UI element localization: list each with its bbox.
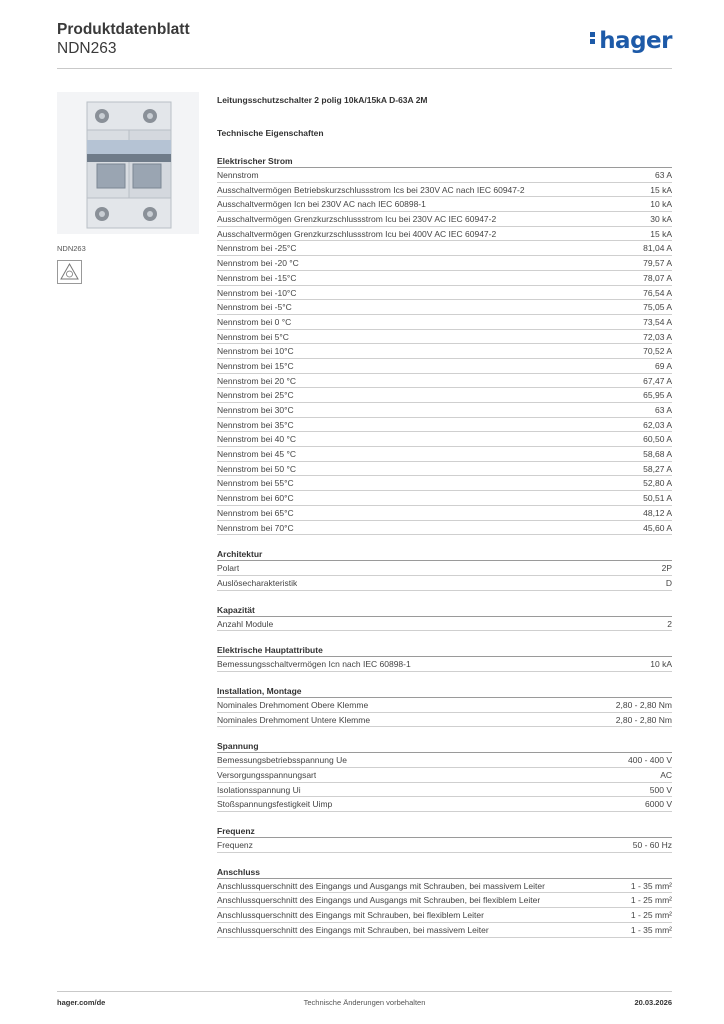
property-value: 50,51 A (643, 493, 672, 504)
section-title: Installation, Montage (217, 684, 672, 698)
property-value: 30 kA (650, 214, 672, 225)
logo-text: hager (599, 28, 672, 54)
property-label: Nennstrom bei 65°C (217, 507, 294, 518)
property-label: Ausschaltvermögen Icn bei 230V AC nach IEC 60898-1 (217, 199, 426, 210)
property-label: Versorgungsspannungsart (217, 770, 317, 780)
property-label: Nennstrom bei 20 °C (217, 375, 296, 386)
property-row (217, 506, 672, 521)
property-section (217, 865, 672, 938)
section-title: Anschluss (217, 865, 672, 879)
property-value: 78,07 A (643, 272, 672, 283)
technical-properties-title: Technische Eigenschaften (217, 128, 324, 138)
property-section (217, 547, 672, 590)
property-row (217, 561, 672, 576)
property-row (217, 344, 672, 359)
property-label: Polart (217, 563, 240, 574)
property-label: Nominales Drehmoment Obere Klemme (217, 699, 369, 710)
property-value: 52,80 A (643, 478, 672, 489)
product-datasheet (217, 95, 672, 938)
property-value: 60,50 A (643, 434, 672, 445)
property-row (217, 698, 672, 713)
property-value: 1 - 25 mm² (630, 895, 672, 906)
property-label: Nennstrom bei 0 °C (217, 316, 292, 327)
property-row (217, 753, 672, 768)
property-value: 6000 V (645, 799, 672, 810)
property-row (217, 212, 672, 227)
property-row (217, 923, 672, 938)
property-value: 15 kA (650, 228, 672, 239)
property-label: Nennstrom bei 35°C (217, 419, 294, 430)
property-label: Nennstrom (217, 170, 259, 180)
property-label: Nennstrom bei 10°C (217, 346, 294, 357)
property-value: 58,27 A (643, 463, 672, 474)
property-label: Nennstrom bei 55°C (217, 478, 294, 489)
property-label: Ausschaltvermögen Betriebskurzschlussstrom Ics bei 230V AC nach IEC 60947-2 (217, 184, 525, 195)
property-row (217, 476, 672, 491)
section-title: Spannung (217, 739, 672, 753)
property-section (217, 684, 672, 727)
property-label: Nennstrom bei 45 °C (217, 449, 296, 460)
footer-date: 20.03.2026 (634, 998, 672, 1007)
property-label: Bemessungsbetriebsspannung Ue (217, 755, 347, 766)
property-value: 76,54 A (643, 287, 672, 298)
property-section (217, 603, 672, 632)
property-value: 67,47 A (643, 375, 672, 386)
property-value: 75,05 A (643, 302, 672, 313)
header-divider (57, 68, 672, 69)
property-label: Ausschaltvermögen Grenzkurzschlussstrom Icu bei 400V AC IEC 60947-2 (217, 228, 497, 239)
property-row (217, 462, 672, 477)
property-label: Anschlussquerschnitt des Eingangs und Ausgangs mit Schrauben, bei massivem Leiter (217, 880, 545, 891)
property-label: Auslösecharakteristik (217, 577, 298, 588)
property-value: 1 - 35 mm² (630, 924, 672, 935)
footer-divider (57, 991, 672, 992)
property-label: Ausschaltvermögen Grenzkurzschlussstrom Icu bei 230V AC IEC 60947-2 (217, 214, 497, 225)
page-footer (57, 998, 672, 1010)
property-label: Anschlussquerschnitt des Eingangs mit Schrauben, bei massivem Leiter (217, 924, 489, 935)
property-row (217, 768, 672, 783)
property-row (217, 879, 672, 894)
property-row (217, 432, 672, 447)
page-header (57, 20, 672, 68)
property-value: 1 - 25 mm² (630, 910, 672, 921)
property-row (217, 838, 672, 853)
property-row (217, 197, 672, 212)
property-label: Nennstrom bei 15°C (217, 360, 294, 371)
property-label: Anzahl Module (217, 618, 274, 629)
property-value: 45,60 A (643, 522, 672, 533)
property-row (217, 893, 672, 908)
property-label: Isolationsspannung Ui (217, 784, 301, 795)
property-value: 1 - 35 mm² (630, 880, 672, 891)
property-row (217, 657, 672, 672)
property-row (217, 330, 672, 345)
property-label: Anschlussquerschnitt des Eingangs und Ausgangs mit Schrauben, bei flexiblem Leiter (217, 895, 541, 906)
page-subtitle: NDN263 (57, 40, 117, 57)
property-label: Nennstrom bei 60°C (217, 493, 294, 504)
property-row (217, 241, 672, 256)
property-label: Bemessungsschaltvermögen Icn nach IEC 60898-1 (217, 659, 411, 670)
property-label: Nennstrom bei 5°C (217, 331, 289, 342)
property-value: 70,52 A (643, 346, 672, 357)
section-title: Frequenz (217, 824, 672, 838)
property-label: Nennstrom bei 50 °C (217, 463, 296, 474)
property-row (217, 783, 672, 798)
property-value: 500 V (649, 784, 672, 795)
section-title: Architektur (217, 547, 672, 561)
product-image-code: NDN263 (57, 244, 86, 253)
property-value: 79,57 A (643, 258, 672, 269)
property-row (217, 271, 672, 286)
property-row (217, 359, 672, 374)
product-image (57, 92, 199, 234)
property-value: 48,12 A (643, 507, 672, 518)
page-title: Produktdatenblatt (57, 21, 190, 38)
property-row (217, 183, 672, 198)
logo-dots-icon (590, 30, 597, 46)
property-label: Nennstrom bei 25°C (217, 390, 294, 401)
property-label: Nennstrom bei 30°C (217, 405, 294, 415)
property-value: 50 - 60 Hz (632, 840, 672, 851)
property-value: 63 A (654, 405, 672, 415)
property-label: Nennstrom bei -5°C (217, 302, 292, 313)
property-value: 2,80 - 2,80 Nm (615, 699, 672, 710)
property-label: Nennstrom bei -15°C (217, 272, 297, 283)
section-title: Kapazität (217, 603, 672, 617)
property-value: 58,68 A (643, 449, 672, 460)
property-value: 65,95 A (643, 390, 672, 401)
property-value: 2,80 - 2,80 Nm (615, 714, 672, 725)
property-row (217, 227, 672, 242)
product-name: Leitungsschutzschalter 2 polig 10kA/15kA D-63A 2M (217, 95, 428, 105)
section-title: Elektrischer Strom (217, 154, 672, 168)
property-section (217, 824, 672, 853)
property-value: 400 - 400 V (628, 755, 672, 766)
footer-note: Technische Änderungen vorbehalten (303, 998, 426, 1007)
property-row (217, 168, 672, 183)
property-value: AC (660, 770, 672, 780)
property-row (217, 713, 672, 728)
circuit-breaker-icon (57, 92, 199, 234)
property-row (217, 797, 672, 812)
property-label: Stoßspannungsfestigkeit Uimp (217, 799, 333, 810)
property-row (217, 447, 672, 462)
property-value: 63 A (654, 170, 672, 180)
property-row (217, 908, 672, 923)
property-row (217, 315, 672, 330)
property-value: 72,03 A (643, 331, 672, 342)
property-value: 73,54 A (643, 316, 672, 327)
property-section (217, 154, 672, 535)
hager-logo (590, 28, 672, 54)
property-section (217, 643, 672, 672)
property-label: Nennstrom bei 70°C (217, 522, 294, 533)
property-row (217, 576, 672, 591)
property-label: Nennstrom bei -25°C (217, 243, 297, 254)
property-value: 2P (661, 563, 672, 574)
property-value: 69 A (654, 360, 672, 371)
property-row (217, 286, 672, 301)
property-value: 15 kA (650, 184, 672, 195)
property-section (217, 739, 672, 812)
property-value: 62,03 A (643, 419, 672, 430)
section-title: Elektrische Hauptattribute (217, 643, 672, 657)
property-row (217, 418, 672, 433)
footer-website: hager.com/de (57, 998, 106, 1007)
property-row (217, 300, 672, 315)
property-row (217, 491, 672, 506)
property-label: Nennstrom bei -10°C (217, 287, 297, 298)
property-row (217, 403, 672, 418)
property-row (217, 617, 672, 632)
property-row (217, 388, 672, 403)
property-row (217, 521, 672, 536)
property-row (217, 256, 672, 271)
property-label: Nominales Drehmoment Untere Klemme (217, 714, 371, 725)
property-label: Nennstrom bei -20 °C (217, 258, 299, 269)
property-value: 10 kA (650, 659, 672, 670)
property-value: 10 kA (650, 199, 672, 210)
property-value: 81,04 A (643, 243, 672, 254)
property-label: Nennstrom bei 40 °C (217, 434, 296, 445)
property-value: 2 (667, 618, 672, 629)
property-label: Frequenz (217, 840, 253, 851)
property-sections (217, 154, 672, 938)
property-value: D (665, 577, 672, 588)
certification-mark-icon (57, 260, 82, 284)
property-label: Anschlussquerschnitt des Eingangs mit Schrauben, bei flexiblem Leiter (217, 910, 484, 921)
property-row (217, 374, 672, 389)
